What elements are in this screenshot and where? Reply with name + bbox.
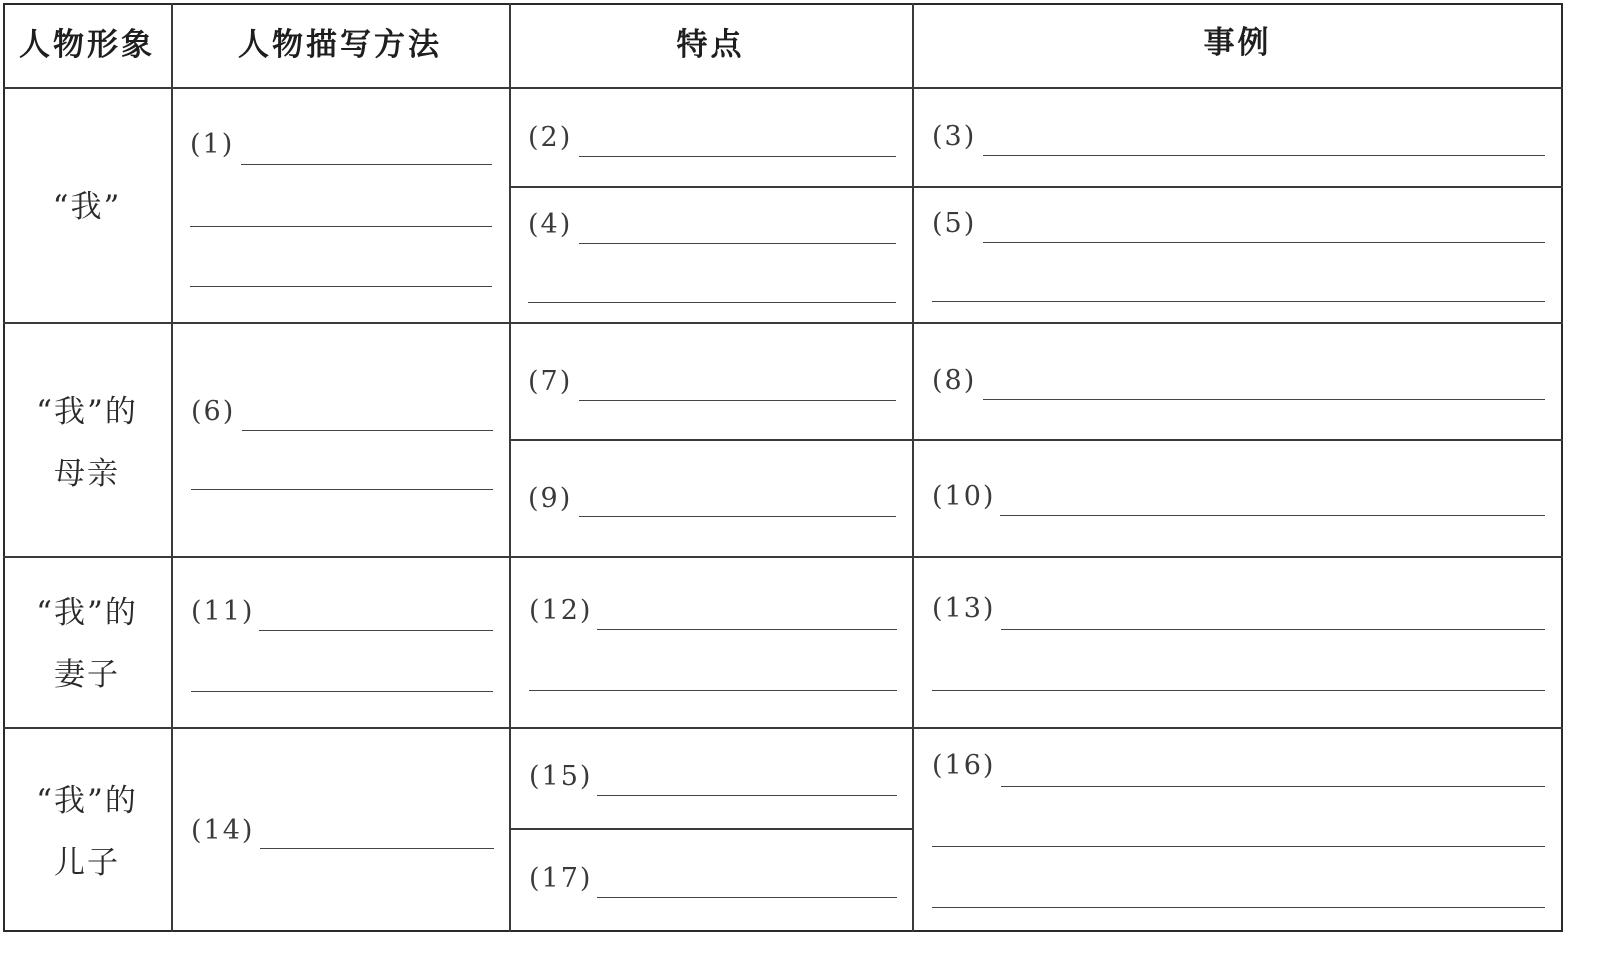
blank-label-1: (1) xyxy=(190,129,235,160)
answer-line-12[interactable] xyxy=(597,629,897,630)
blank-label-3: (3) xyxy=(932,121,977,152)
blank-label-13: (13) xyxy=(932,593,996,624)
answer-line-16-cont[interactable] xyxy=(932,907,1545,908)
row-label-line: 母亲 xyxy=(54,456,120,492)
answer-line-5-cont[interactable] xyxy=(932,301,1545,302)
header-traits: 特点 xyxy=(676,27,745,63)
blank-label-5: (5) xyxy=(932,208,977,239)
answer-line-5[interactable] xyxy=(983,242,1545,243)
blank-label-15: (15) xyxy=(529,761,593,792)
answer-line-16[interactable] xyxy=(1001,786,1545,787)
answer-line-6-cont[interactable] xyxy=(191,489,493,490)
header-examples: 事例 xyxy=(1203,25,1272,61)
blank-label-6: (6) xyxy=(191,396,236,427)
row-label-wife xyxy=(5,582,169,706)
row-label-line: “我”的 xyxy=(36,783,138,819)
answer-line-12-cont[interactable] xyxy=(529,690,897,691)
answer-line-11[interactable] xyxy=(259,630,493,631)
answer-line-9[interactable] xyxy=(579,516,896,517)
answer-line-13[interactable] xyxy=(1001,629,1545,630)
subrow-divider-3 xyxy=(510,828,914,830)
blank-label-11: (11) xyxy=(191,596,255,627)
answer-line-1-cont[interactable] xyxy=(190,226,492,227)
answer-line-16-cont[interactable] xyxy=(932,846,1545,847)
answer-line-3[interactable] xyxy=(983,155,1545,156)
subrow-divider-2 xyxy=(510,439,1563,441)
answer-line-13-cont[interactable] xyxy=(932,690,1545,691)
col-divider-2 xyxy=(509,3,511,932)
blank-label-9: (9) xyxy=(528,483,573,514)
blank-label-10: (10) xyxy=(932,481,996,512)
row-label-line: “我”的 xyxy=(36,394,138,430)
row-label-line: 儿子 xyxy=(54,845,120,881)
answer-line-7[interactable] xyxy=(579,400,896,401)
blank-label-17: (17) xyxy=(529,863,593,894)
table-border xyxy=(3,3,1563,932)
answer-line-6[interactable] xyxy=(242,430,493,431)
blank-label-16: (16) xyxy=(932,750,996,781)
answer-line-11-cont[interactable] xyxy=(191,691,493,692)
row-label-me xyxy=(5,176,169,238)
col-divider-3 xyxy=(912,3,914,932)
answer-line-1[interactable] xyxy=(241,164,492,165)
answer-line-10[interactable] xyxy=(1000,515,1545,516)
answer-line-8[interactable] xyxy=(983,399,1545,400)
answer-line-2[interactable] xyxy=(579,156,896,157)
blank-label-14: (14) xyxy=(191,815,255,846)
row-divider-3 xyxy=(3,727,1563,729)
header-character: 人物形象 xyxy=(19,27,155,63)
header-divider xyxy=(3,87,1563,89)
row-divider-1 xyxy=(3,322,1563,324)
row-label-son xyxy=(5,770,169,894)
answer-line-17[interactable] xyxy=(597,897,897,898)
blank-label-7: (7) xyxy=(528,366,573,397)
blank-label-12: (12) xyxy=(529,595,593,626)
blank-label-8: (8) xyxy=(932,365,977,396)
blank-label-2: (2) xyxy=(528,122,573,153)
answer-line-4-cont[interactable] xyxy=(528,302,896,303)
subrow-divider-1 xyxy=(510,186,1563,188)
row-divider-2 xyxy=(3,556,1563,558)
row-label-mother xyxy=(5,381,169,505)
row-label-line: “我”的 xyxy=(36,595,138,631)
answer-line-4[interactable] xyxy=(579,243,896,244)
row-label-line: “我” xyxy=(52,189,122,225)
col-divider-1 xyxy=(171,3,173,932)
blank-label-4: (4) xyxy=(528,209,573,240)
row-label-line: 妻子 xyxy=(54,657,120,693)
answer-line-15[interactable] xyxy=(597,795,897,796)
answer-line-14[interactable] xyxy=(260,848,494,849)
answer-line-1-cont[interactable] xyxy=(190,286,492,287)
header-description-method: 人物描写方法 xyxy=(238,27,442,63)
